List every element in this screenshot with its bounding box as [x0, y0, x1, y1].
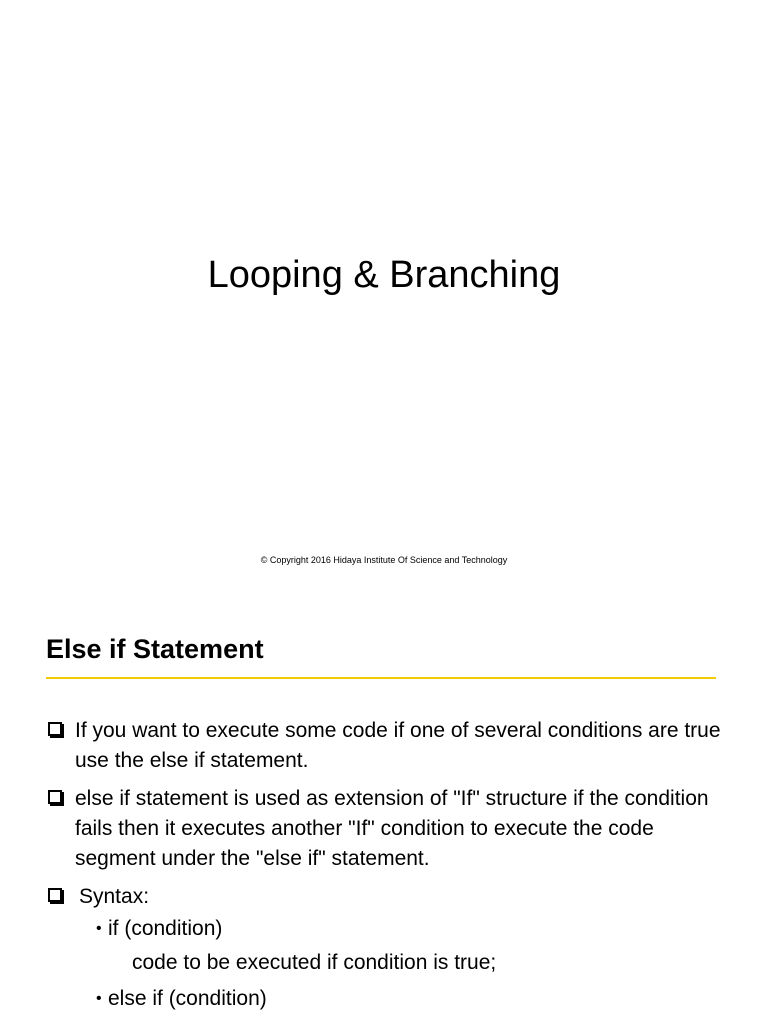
syntax-line: [46, 914, 726, 944]
slide-title: Looping & Branching: [207, 254, 561, 296]
syntax-text: else if (condition): [108, 987, 267, 1010]
heading-divider: [46, 677, 716, 679]
checkbox-bullet-icon: [48, 790, 62, 804]
syntax-code-line: code to be executed if condition is true;: [132, 951, 497, 974]
list-item: [46, 882, 726, 912]
list-item: [46, 784, 726, 874]
content-slide: [0, 590, 768, 1024]
dot-bullet-icon: •: [96, 920, 102, 937]
bullet-list: [46, 716, 726, 1018]
dot-bullet-icon: •: [96, 990, 102, 1007]
slide-heading: Else if Statement: [46, 634, 264, 664]
checkbox-bullet-icon: [48, 888, 62, 902]
list-item-text: else if statement is used as extension of "If" structure if the condition fails then it executes another "If" condition to execute the code segment under the "else if" statement.: [75, 787, 709, 870]
list-item-text: Syntax:: [79, 885, 150, 908]
syntax-text: if (condition): [108, 917, 223, 940]
list-item: [46, 716, 726, 776]
copyright-notice: © Copyright 2016 Hidaya Institute Of Science and Technology: [260, 555, 508, 565]
checkbox-bullet-icon: [48, 722, 62, 736]
syntax-line: [46, 984, 726, 1014]
list-item-text: If you want to execute some code if one of several conditions are true use the else if statement.: [75, 719, 721, 772]
